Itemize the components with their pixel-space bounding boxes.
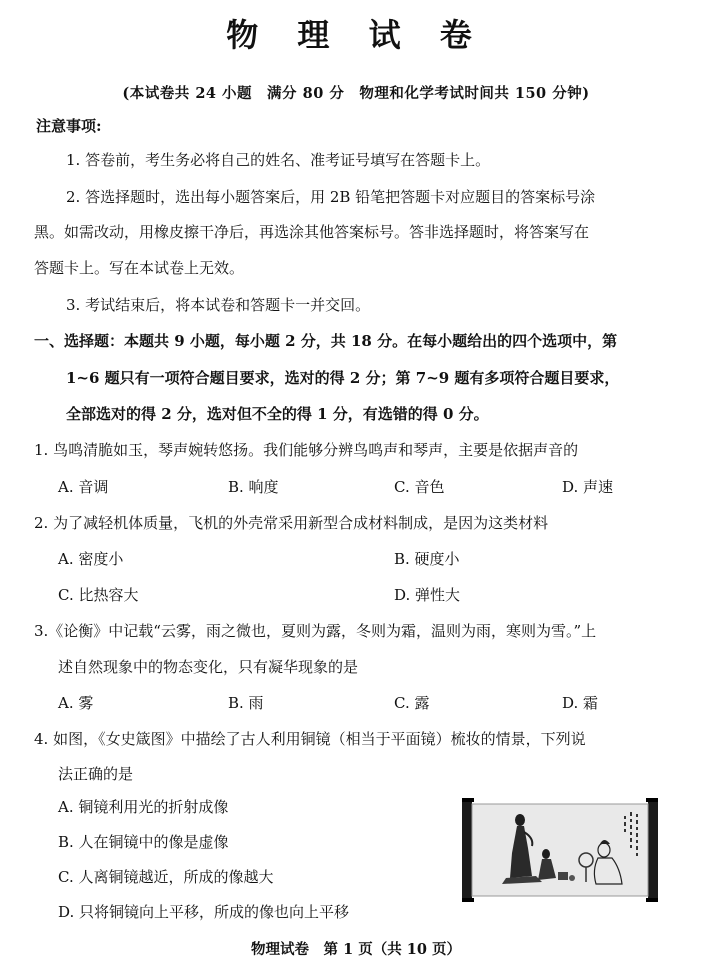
question-1-stem: 1. 鸟鸣清脆如玉，琴声婉转悠扬。我们能够分辨鸟鸣声和琴声，主要是依据声音的: [34, 441, 579, 459]
question-3-option-d: D. 霜: [562, 694, 599, 712]
question-3-option-c: C. 露: [394, 694, 430, 712]
notes-heading: 注意事项:: [36, 117, 102, 135]
note-item-2-line-1: 2. 答选择题时，选出每小题答案后，用 2B 铅笔把答题卡对应题目的答案标号涂: [66, 188, 596, 206]
question-2-option-b: B. 硬度小: [394, 550, 460, 568]
page-title: 物 理 试 卷: [226, 16, 486, 54]
note-item-3: 3. 考试结束后，将本试卷和答题卡一并交回。: [66, 296, 371, 314]
question-3-option-a: A. 雾: [58, 694, 94, 712]
question-1-option-c: C. 音色: [394, 478, 445, 496]
question-3-option-b: B. 雨: [228, 694, 264, 712]
question-2-option-c: C. 比热容大: [58, 586, 139, 604]
question-4-option-d: D. 只将铜镜向上平移，所成的像也向上平移: [58, 903, 350, 921]
section-1-instructions-line-1: 一、选择题：本题共 9 小题，每小题 2 分，共 18 分。在每小题给出的四个选项中，第: [34, 332, 618, 350]
question-3-stem-line-1: 3.《论衡》中记载“云雾，雨之微也，夏则为露，冬则为霜，温则为雨，寒则为雪。”上: [34, 622, 597, 640]
question-3-stem-line-2: 述自然现象中的物态变化，只有凝华现象的是: [58, 658, 359, 676]
question-1-option-d: D. 声速: [562, 478, 614, 496]
question-4-option-c: C. 人离铜镜越近，所成的像越大: [58, 868, 274, 886]
scroll-painting-figure: [462, 798, 658, 902]
question-2-stem: 2. 为了减轻机体质量，飞机的外壳常采用新型合成材料制成，是因为这类材料: [34, 514, 549, 532]
page-footer: 物理试卷 第 1 页（共 10 页）: [251, 941, 461, 958]
question-4-option-a: A. 铜镜利用光的折射成像: [58, 798, 229, 816]
question-1-option-b: B. 响度: [228, 478, 279, 496]
note-item-2-line-2: 黑。如需改动，用橡皮擦干净后，再选涂其他答案标号。答非选择题时，将答案写在: [34, 223, 590, 241]
question-2-option-a: A. 密度小: [58, 550, 124, 568]
exam-info: (本试卷共 24 小题 满分 80 分 物理和化学考试时间共 150 分钟): [122, 85, 590, 102]
note-item-2-line-3: 答题卡上。写在本试卷上无效。: [34, 259, 245, 277]
section-1-instructions-line-3: 全部选对的得 2 分，选对但不全的得 1 分，有选错的得 0 分。: [66, 405, 489, 423]
section-1-instructions-line-2: 1~6 题只有一项符合题目要求，选对的得 2 分；第 7~9 题有多项符合题目要求，: [66, 369, 620, 387]
question-4-stem-line-1: 4. 如图，《女史箴图》中描绘了古人利用铜镜（相当于平面镜）梳妆的情景，下列说: [34, 730, 586, 748]
note-item-1: 1. 答卷前，考生务必将自己的姓名、准考证号填写在答题卡上。: [66, 151, 491, 169]
question-4-stem-line-2: 法正确的是: [58, 765, 134, 783]
question-1-option-a: A. 音调: [58, 478, 109, 496]
question-4-option-b: B. 人在铜镜中的像是虚像: [58, 833, 229, 851]
question-2-option-d: D. 弹性大: [394, 586, 461, 604]
